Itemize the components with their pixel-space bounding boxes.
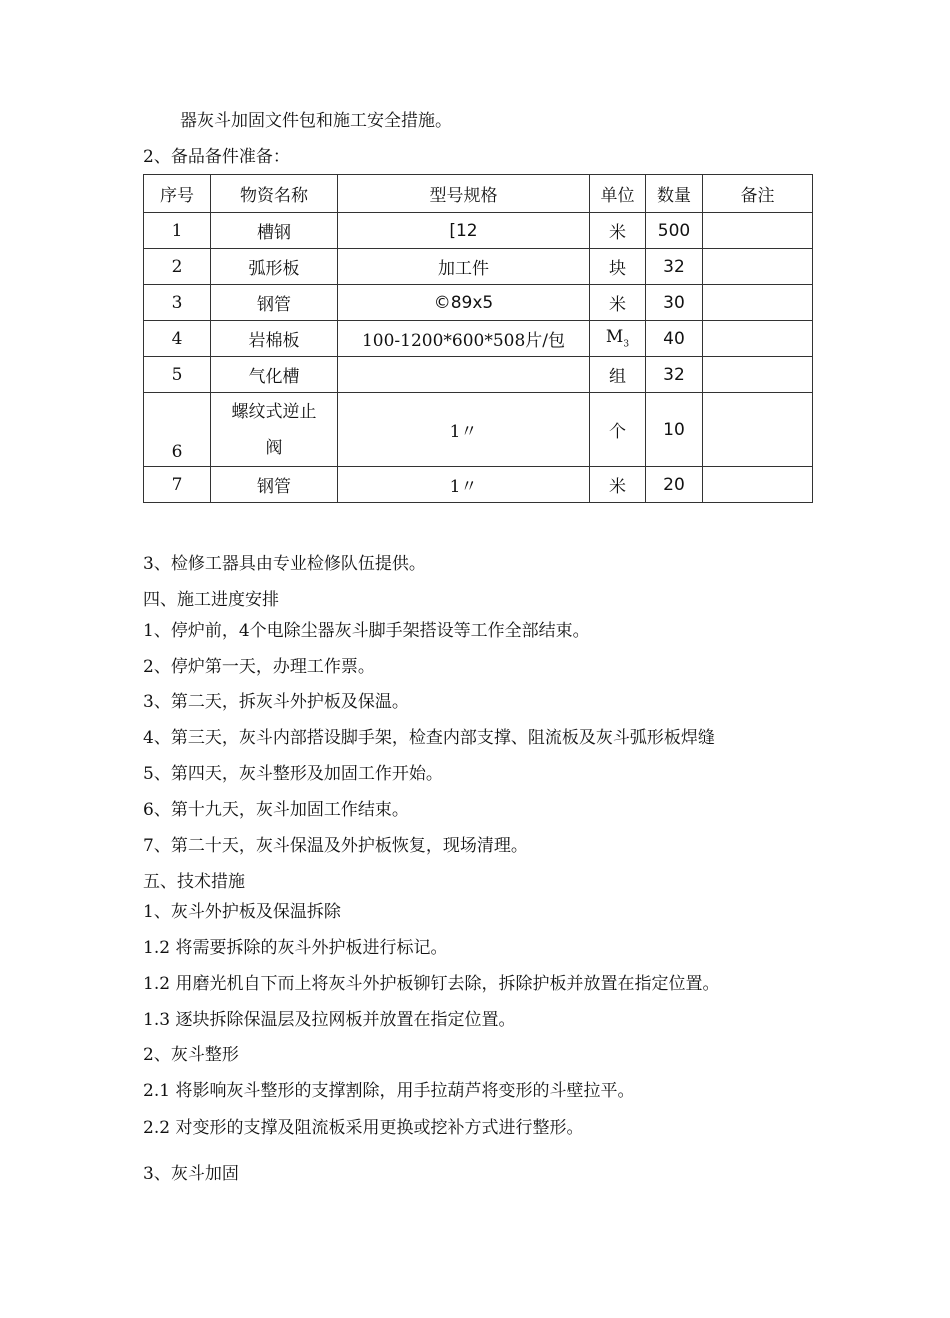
cell-no: 1 [144, 213, 211, 249]
cell-spec: 1〃 [338, 467, 590, 503]
cell-name: 钢管 [211, 285, 338, 321]
cell-unit: 米 [590, 213, 646, 249]
header-unit: 单位 [590, 175, 646, 213]
subsection-heading: 3、灰斗加固 [143, 1164, 239, 1184]
cell-qty: 10 [646, 393, 703, 467]
cell-name: 槽钢 [211, 213, 338, 249]
cell-unit: 米 [590, 467, 646, 503]
cell-name [211, 393, 338, 467]
cell-unit: 个 [590, 393, 646, 467]
section-heading-spares: 2、备品备件准备： [143, 147, 290, 167]
step-item: 1.2 将需要拆除的灰斗外护板进行标记。 [143, 938, 448, 958]
cell-name-line1: 螺纹式逆止 [231, 401, 317, 422]
cell-no: 3 [144, 285, 211, 321]
cell-unit: 米 [590, 285, 646, 321]
cell-name: 气化槽 [211, 357, 338, 393]
header-note: 备注 [703, 175, 813, 213]
paragraph-tools: 3、检修工器具由专业检修队伍提供。 [143, 554, 426, 574]
step-item: 2.1 将影响灰斗整形的支撑割除，用手拉葫芦将变形的斗壁拉平。 [143, 1081, 635, 1101]
section-heading-schedule: 四、施工进度安排 [143, 590, 279, 610]
cell-spec [338, 357, 590, 393]
cell-qty: 500 [646, 213, 703, 249]
cell-no: 5 [144, 357, 211, 393]
section-heading-technical: 五、技术措施 [143, 872, 245, 892]
cell-qty: 20 [646, 467, 703, 503]
header-spec: 型号规格 [338, 175, 590, 213]
subsection-heading: 2、灰斗整形 [143, 1045, 239, 1065]
header-qty: 数量 [646, 175, 703, 213]
cell-no: 4 [144, 321, 211, 357]
table-row [144, 467, 813, 503]
step-item: 2.2 对变形的支撑及阻流板采用更换或挖补方式进行整形。 [143, 1118, 584, 1138]
cell-name: 钢管 [211, 467, 338, 503]
cell-qty: 40 [646, 321, 703, 357]
cell-note [703, 467, 813, 503]
spares-table [143, 174, 813, 503]
cell-note [703, 321, 813, 357]
schedule-item: 7、第二十天，灰斗保温及外护板恢复，现场清理。 [143, 836, 528, 856]
cell-spec: [12 [338, 213, 590, 249]
table-row [144, 357, 813, 393]
unit-text: M [605, 327, 624, 348]
unit-subscript: 3 [623, 339, 630, 350]
header-no: 序号 [144, 175, 211, 213]
table-row [144, 249, 813, 285]
cell-spec: 1〃 [338, 393, 590, 467]
cell-qty: 32 [646, 357, 703, 393]
schedule-item: 4、第三天，灰斗内部搭设脚手架，检查内部支撑、阻流板及灰斗弧形板焊缝 [143, 728, 715, 748]
cell-name: 岩棉板 [211, 321, 338, 357]
cell-unit: 块 [590, 249, 646, 285]
cell-no: 2 [144, 249, 211, 285]
cell-qty: 30 [646, 285, 703, 321]
cell-no: 6 [144, 393, 211, 467]
header-name: 物资名称 [211, 175, 338, 213]
cell-spec: 加工件 [338, 249, 590, 285]
intro-text: 器灰斗加固文件包和施工安全措施。 [180, 111, 452, 131]
cell-name: 弧形板 [211, 249, 338, 285]
table-row [144, 285, 813, 321]
cell-note [703, 393, 813, 467]
cell-spec: 100-1200*600*508片/包 [338, 321, 590, 357]
cell-note [703, 357, 813, 393]
schedule-item: 5、第四天，灰斗整形及加固工作开始。 [143, 764, 443, 784]
schedule-item: 3、第二天，拆灰斗外护板及保温。 [143, 692, 409, 712]
step-item: 1.3 逐块拆除保温层及拉网板并放置在指定位置。 [143, 1010, 516, 1030]
cell-note [703, 285, 813, 321]
cell-note [703, 249, 813, 285]
step-item: 1.2 用磨光机自下而上将灰斗外护板铆钉去除，拆除护板并放置在指定位置。 [143, 974, 720, 994]
cell-name-line2: 阀 [265, 437, 283, 458]
cell-no: 7 [144, 467, 211, 503]
schedule-item: 2、停炉第一天，办理工作票。 [143, 657, 375, 677]
table-header-row [144, 175, 813, 213]
cell-unit [590, 321, 646, 357]
cell-spec: ©89x5 [338, 285, 590, 321]
schedule-item: 1、停炉前，4个电除尘器灰斗脚手架搭设等工作全部结束。 [143, 621, 590, 641]
subsection-heading: 1、灰斗外护板及保温拆除 [143, 902, 341, 922]
cell-qty: 32 [646, 249, 703, 285]
table-row [144, 321, 813, 357]
table-row [144, 213, 813, 249]
schedule-item: 6、第十九天，灰斗加固工作结束。 [143, 800, 409, 820]
cell-note [703, 213, 813, 249]
cell-unit: 组 [590, 357, 646, 393]
table-row [144, 393, 813, 467]
